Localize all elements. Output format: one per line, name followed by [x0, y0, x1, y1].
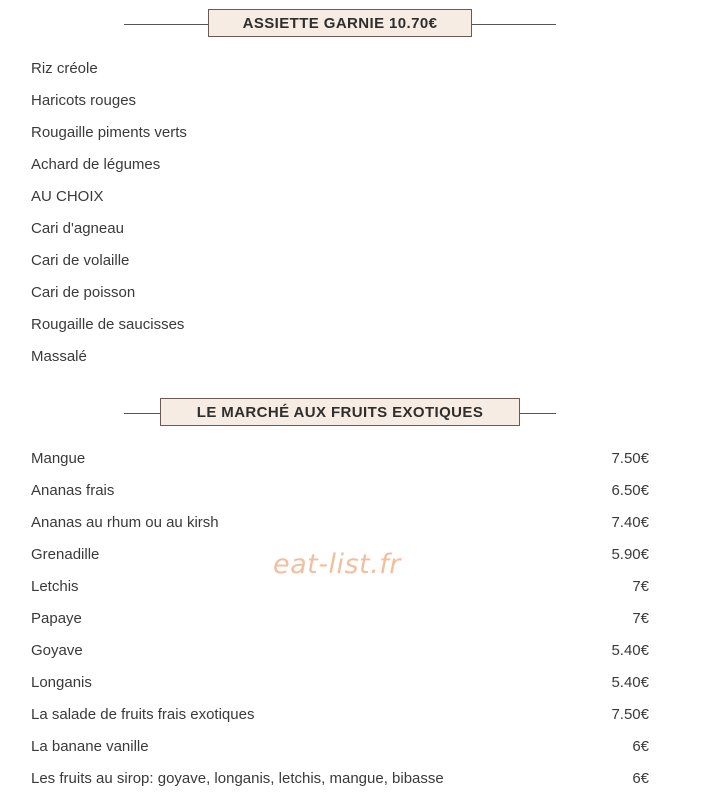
- menu-item-price: 7.50€: [611, 706, 649, 723]
- menu-item: [31, 284, 649, 316]
- menu-item: [31, 188, 649, 220]
- section-header-fruits-exotiques: [124, 398, 556, 428]
- menu-item-name: Longanis: [31, 674, 92, 691]
- menu-item-name: Ananas frais: [31, 482, 115, 499]
- menu-item-name: Cari de volaille: [31, 252, 130, 269]
- menu-item-price: 5.40€: [611, 674, 649, 691]
- section-title: LE MARCHÉ AUX FRUITS EXOTIQUES: [160, 398, 520, 426]
- menu-item: [31, 610, 649, 642]
- menu-item: [31, 674, 649, 706]
- menu-item-name: La banane vanille: [31, 738, 149, 755]
- menu-item: [31, 514, 649, 546]
- menu-item: [31, 252, 649, 284]
- menu-item-name: Goyave: [31, 642, 83, 659]
- menu-item: [31, 642, 649, 674]
- menu-item: [31, 220, 649, 252]
- menu-item: [31, 348, 649, 380]
- menu-item-name: Riz créole: [31, 60, 98, 77]
- menu-item-name: La salade de fruits frais exotiques: [31, 706, 255, 723]
- menu-item-name: Les fruits au sirop: goyave, longanis, letchis, mangue, bibasse: [31, 770, 444, 787]
- menu-item-name: Massalé: [31, 348, 87, 365]
- menu-item-price: 5.40€: [611, 642, 649, 659]
- menu-item-name: Letchis: [31, 578, 79, 595]
- menu-item-name: Grenadille: [31, 546, 100, 563]
- menu-item: [31, 706, 649, 738]
- menu-item-name: Papaye: [31, 610, 82, 627]
- menu-item-name: Achard de légumes: [31, 156, 161, 173]
- menu-item-price: 5.90€: [611, 546, 649, 563]
- menu-item-price: 7€: [632, 610, 649, 627]
- menu-item-name: AU CHOIX: [31, 188, 104, 205]
- menu-item-price: 6€: [632, 770, 649, 787]
- menu-item-price: 6.50€: [611, 482, 649, 499]
- menu-item-name: Rougaille piments verts: [31, 124, 187, 141]
- section-header-assiette-garnie: [124, 9, 556, 39]
- menu-item-name: Mangue: [31, 450, 86, 467]
- watermark: eat-list.fr: [273, 549, 401, 580]
- menu-item-price: 7€: [632, 578, 649, 595]
- menu-item-name: Cari de poisson: [31, 284, 136, 301]
- menu-item: [31, 60, 649, 92]
- menu-item: [31, 738, 649, 770]
- menu-item-price: 7.50€: [611, 450, 649, 467]
- menu-list-assiette-garnie: [31, 60, 649, 380]
- menu-item-name: Cari d'agneau: [31, 220, 124, 237]
- menu-list-fruits-exotiques: [31, 450, 649, 802]
- menu-item: [31, 124, 649, 156]
- menu-item: [31, 316, 649, 348]
- menu-item-name: Haricots rouges: [31, 92, 137, 109]
- menu-item-name: Ananas au rhum ou au kirsh: [31, 514, 219, 531]
- menu-item: [31, 770, 649, 802]
- menu-item-price: 7.40€: [611, 514, 649, 531]
- menu-item: [31, 156, 649, 188]
- menu-item: [31, 482, 649, 514]
- menu-item-name: Rougaille de saucisses: [31, 316, 185, 333]
- menu-item-price: 6€: [632, 738, 649, 755]
- section-title: ASSIETTE GARNIE 10.70€: [208, 9, 472, 37]
- menu-item: [31, 450, 649, 482]
- menu-item: [31, 92, 649, 124]
- menu-item: [31, 578, 649, 610]
